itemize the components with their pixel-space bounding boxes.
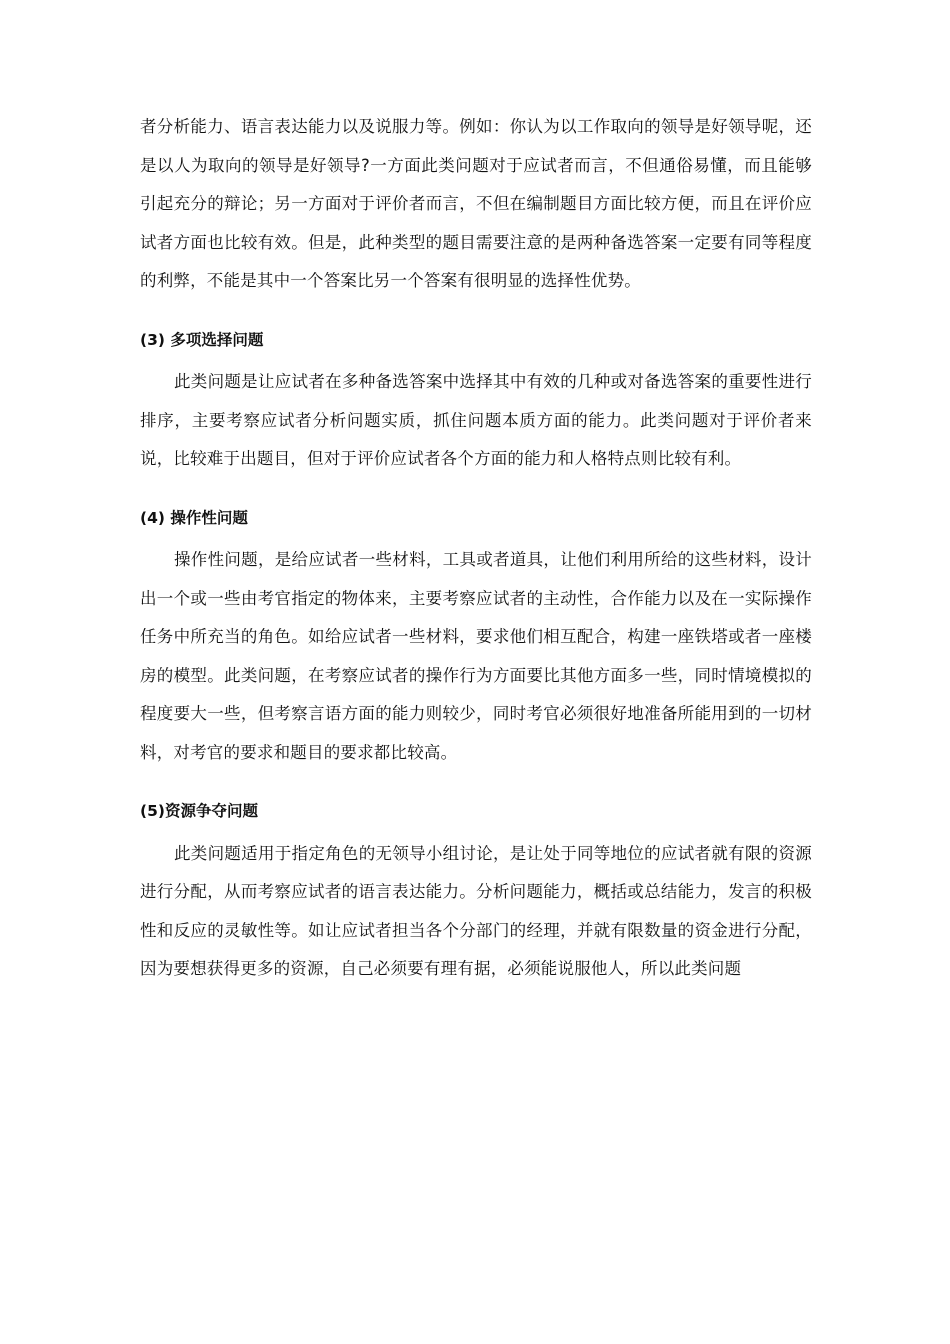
section-heading-multiple-choice: (3) 多项选择问题 [140,330,264,349]
paragraph-multiple-choice: 此类问题是让应试者在多种备选答案中选择其中有效的几种或对备选答案的重要性进行排序，主要考察应试者分析问题实质，抓住问题本质方面的能力。此类问题对于评价者来说，比较难于出题目，但对于评价应试者各个方面的能力和人格特点则比较有利。 [140,372,812,468]
paragraph-resource-competition: 此类问题适用于指定角色的无领导小组讨论，是让处于同等地位的应试者就有限的资源进行分配，从而考察应试者的语言表达能力。分析问题能力，概括或总结能力，发言的积极性和反应的灵敏性等。如让应试者担当各个分部门的经理，并就有限数量的资金进行分配，因为要想获得更多的资源，自己必须要有理有据，必须能说服他人，所以此类问题 [140,843,812,978]
paragraph-intro-continued: 者分析能力、语言表达能力以及说服力等。例如：你认为以工作取向的领导是好领导呢，还是以人为取向的领导是好领导?一方面此类问题对于应试者而言，不但通俗易懂，而且能够引起充分的辩论；另一方面对于评价者而言，不但在编制题目方面比较方便，而且在评价应试者方面也比较有效。但是，此种类型的题目需要注意的是两种备选答案一定要有同等程度的利弊，不能是其中一个答案比另一个答案有很明显的选择性优势。 [140,117,812,290]
section-heading-operational: (4) 操作性问题 [140,508,248,527]
section-heading-resource-competition: (5)资源争夺问题 [140,802,258,820]
document-body [140,108,812,989]
paragraph-operational: 操作性问题，是给应试者一些材料，工具或者道具，让他们利用所给的这些材料，设计出一个或一些由考官指定的物体来，主要考察应试者的主动性，合作能力以及在一实际操作任务中所充当的角色。如给应试者一些材料，要求他们相互配合，构建一座铁塔或者一座楼房的模型。此类问题，在考察应试者的操作行为方面要比其他方面多一些，同时情境模拟的程度要大一些，但考察言语方面的能力则较少，同时考官必须很好地准备所能用到的一切材料，对考官的要求和题目的要求都比较高。 [140,550,812,762]
